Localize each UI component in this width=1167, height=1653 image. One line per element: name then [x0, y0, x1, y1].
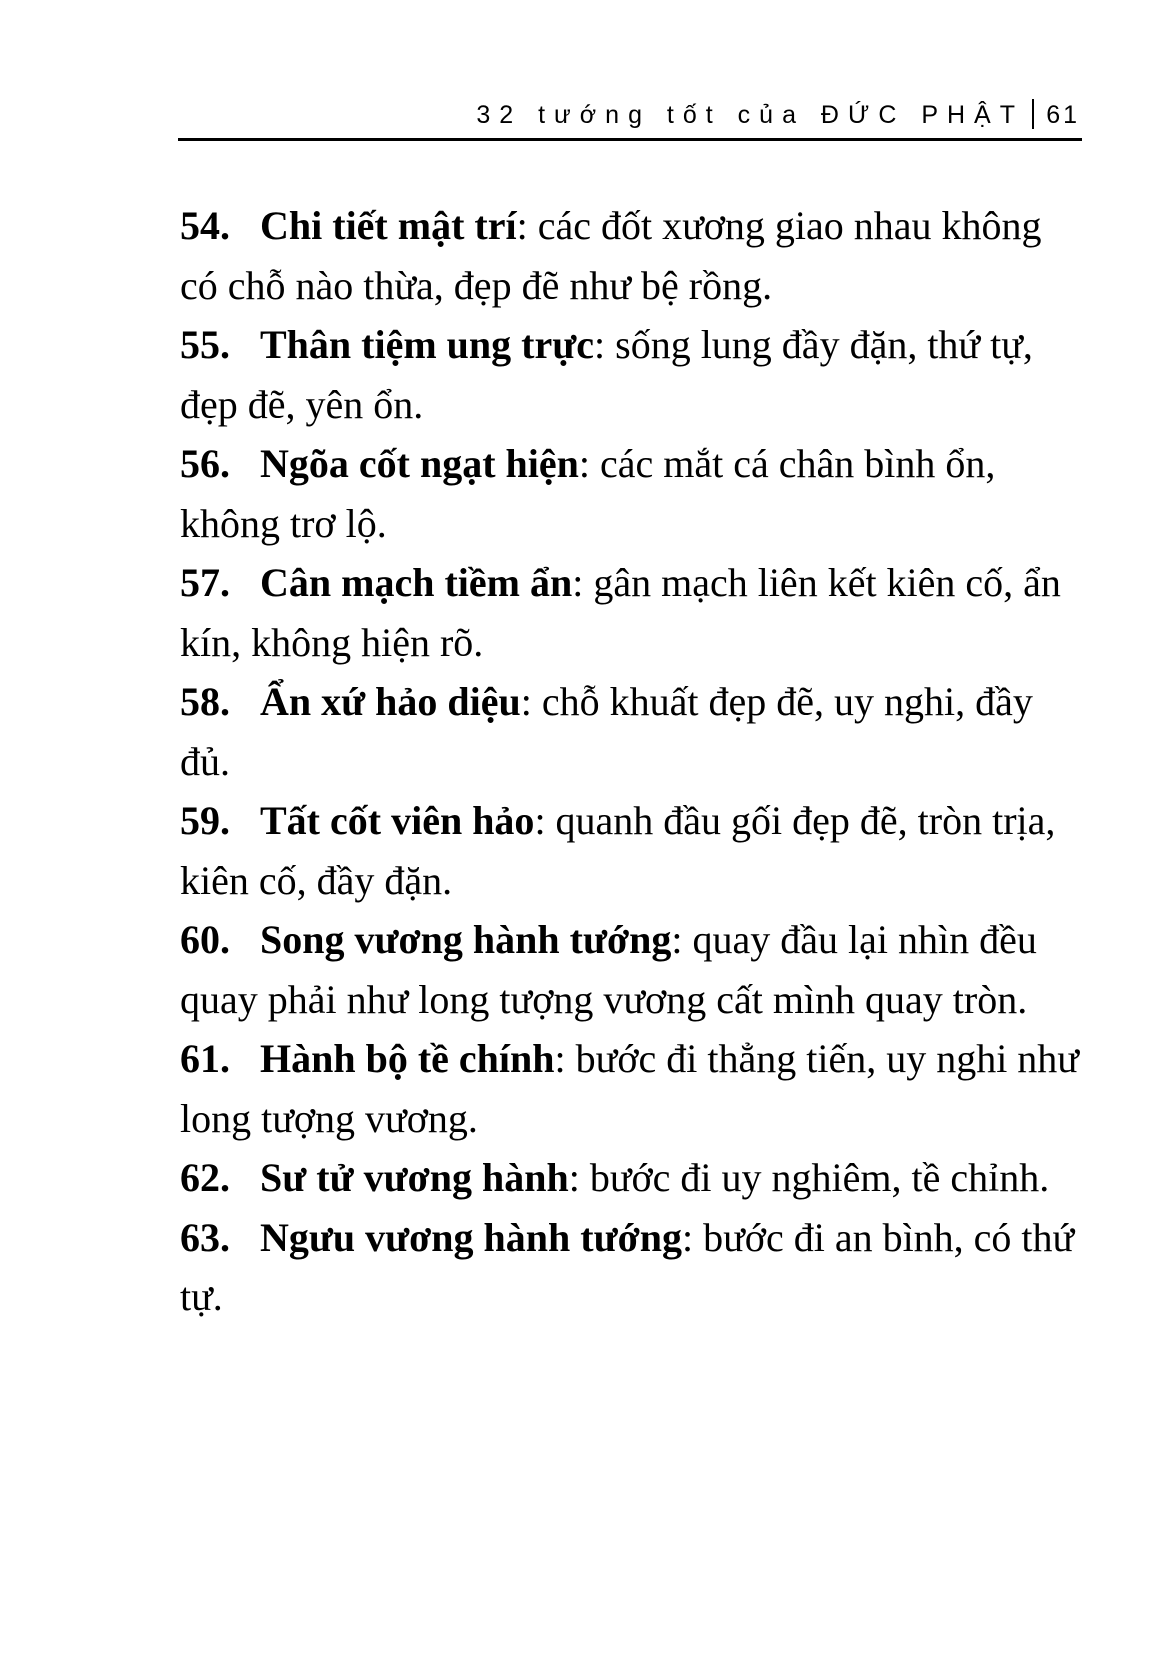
list-item	[180, 315, 1080, 434]
item-description: : gân mạch liên kết kiên cố, ẩn kín, không hiện rõ.	[180, 560, 1061, 665]
item-number: 60.	[180, 917, 230, 962]
running-header	[178, 96, 1082, 141]
item-number: 61.	[180, 1036, 230, 1081]
item-description: : quanh đầu gối đẹp đẽ, tròn trịa, kiên cố, đầy đặn.	[180, 798, 1056, 903]
item-term: Song vương hành tướng	[260, 917, 672, 962]
list-item	[180, 672, 1080, 791]
item-number: 54.	[180, 203, 230, 248]
list-item	[180, 553, 1080, 672]
item-term: Sư tử vương hành	[260, 1155, 569, 1200]
header-separator	[1032, 99, 1034, 129]
item-description: : bước đi an bình, có thứ tự.	[180, 1214, 1075, 1319]
item-term: Ẩn xứ hảo diệu	[260, 679, 521, 724]
item-description: : sống lung đầy đặn, thứ tự, đẹp đẽ, yên ổn.	[180, 322, 1033, 427]
page-number: 61	[1046, 101, 1080, 129]
item-description: : các mắt cá chân bình ổn, không trơ lộ.	[180, 441, 996, 546]
item-number: 57.	[180, 560, 230, 605]
item-number: 56.	[180, 441, 230, 486]
list-item	[180, 1148, 1080, 1208]
item-description: : chỗ khuất đẹp đẽ, uy nghi, đầy đủ.	[180, 679, 1033, 784]
item-number: 55.	[180, 322, 230, 367]
item-term: Chi tiết mật trí	[260, 203, 517, 248]
item-term: Thân tiệm ung trực	[260, 322, 595, 367]
item-description: : bước đi thẳng tiến, uy nghi như long tượng vương.	[180, 1036, 1079, 1141]
list-item	[180, 1208, 1080, 1327]
item-term: Ngưu vương hành tướng	[260, 1214, 682, 1260]
item-term: Ngõa cốt ngạt hiện	[260, 441, 579, 486]
list-item	[180, 910, 1080, 1029]
item-description: : bước đi uy nghiêm, tề chỉnh.	[568, 1155, 1050, 1200]
item-number: 62.	[180, 1155, 230, 1200]
list-item	[180, 791, 1080, 910]
list-item	[180, 1029, 1080, 1148]
item-term: Hành bộ tề chính	[260, 1036, 555, 1081]
header-title: 32 tướng tốt của ĐỨC PHẬT	[476, 101, 1024, 129]
item-description: : các đốt xương giao nhau không có chỗ nào thừa, đẹp đẽ như bệ rồng.	[180, 203, 1042, 308]
list-item	[180, 196, 1080, 315]
item-number: 58.	[180, 679, 230, 724]
item-number: 59.	[180, 798, 230, 843]
item-number: 63.	[180, 1214, 230, 1260]
item-description: : quay đầu lại nhìn đều quay phải như long tượng vương cất mình quay tròn.	[180, 917, 1037, 1022]
list-item	[180, 434, 1080, 553]
page-body	[180, 196, 1080, 1327]
item-term: Cân mạch tiềm ẩn	[260, 560, 573, 605]
item-term: Tất cốt viên hảo	[260, 798, 535, 843]
